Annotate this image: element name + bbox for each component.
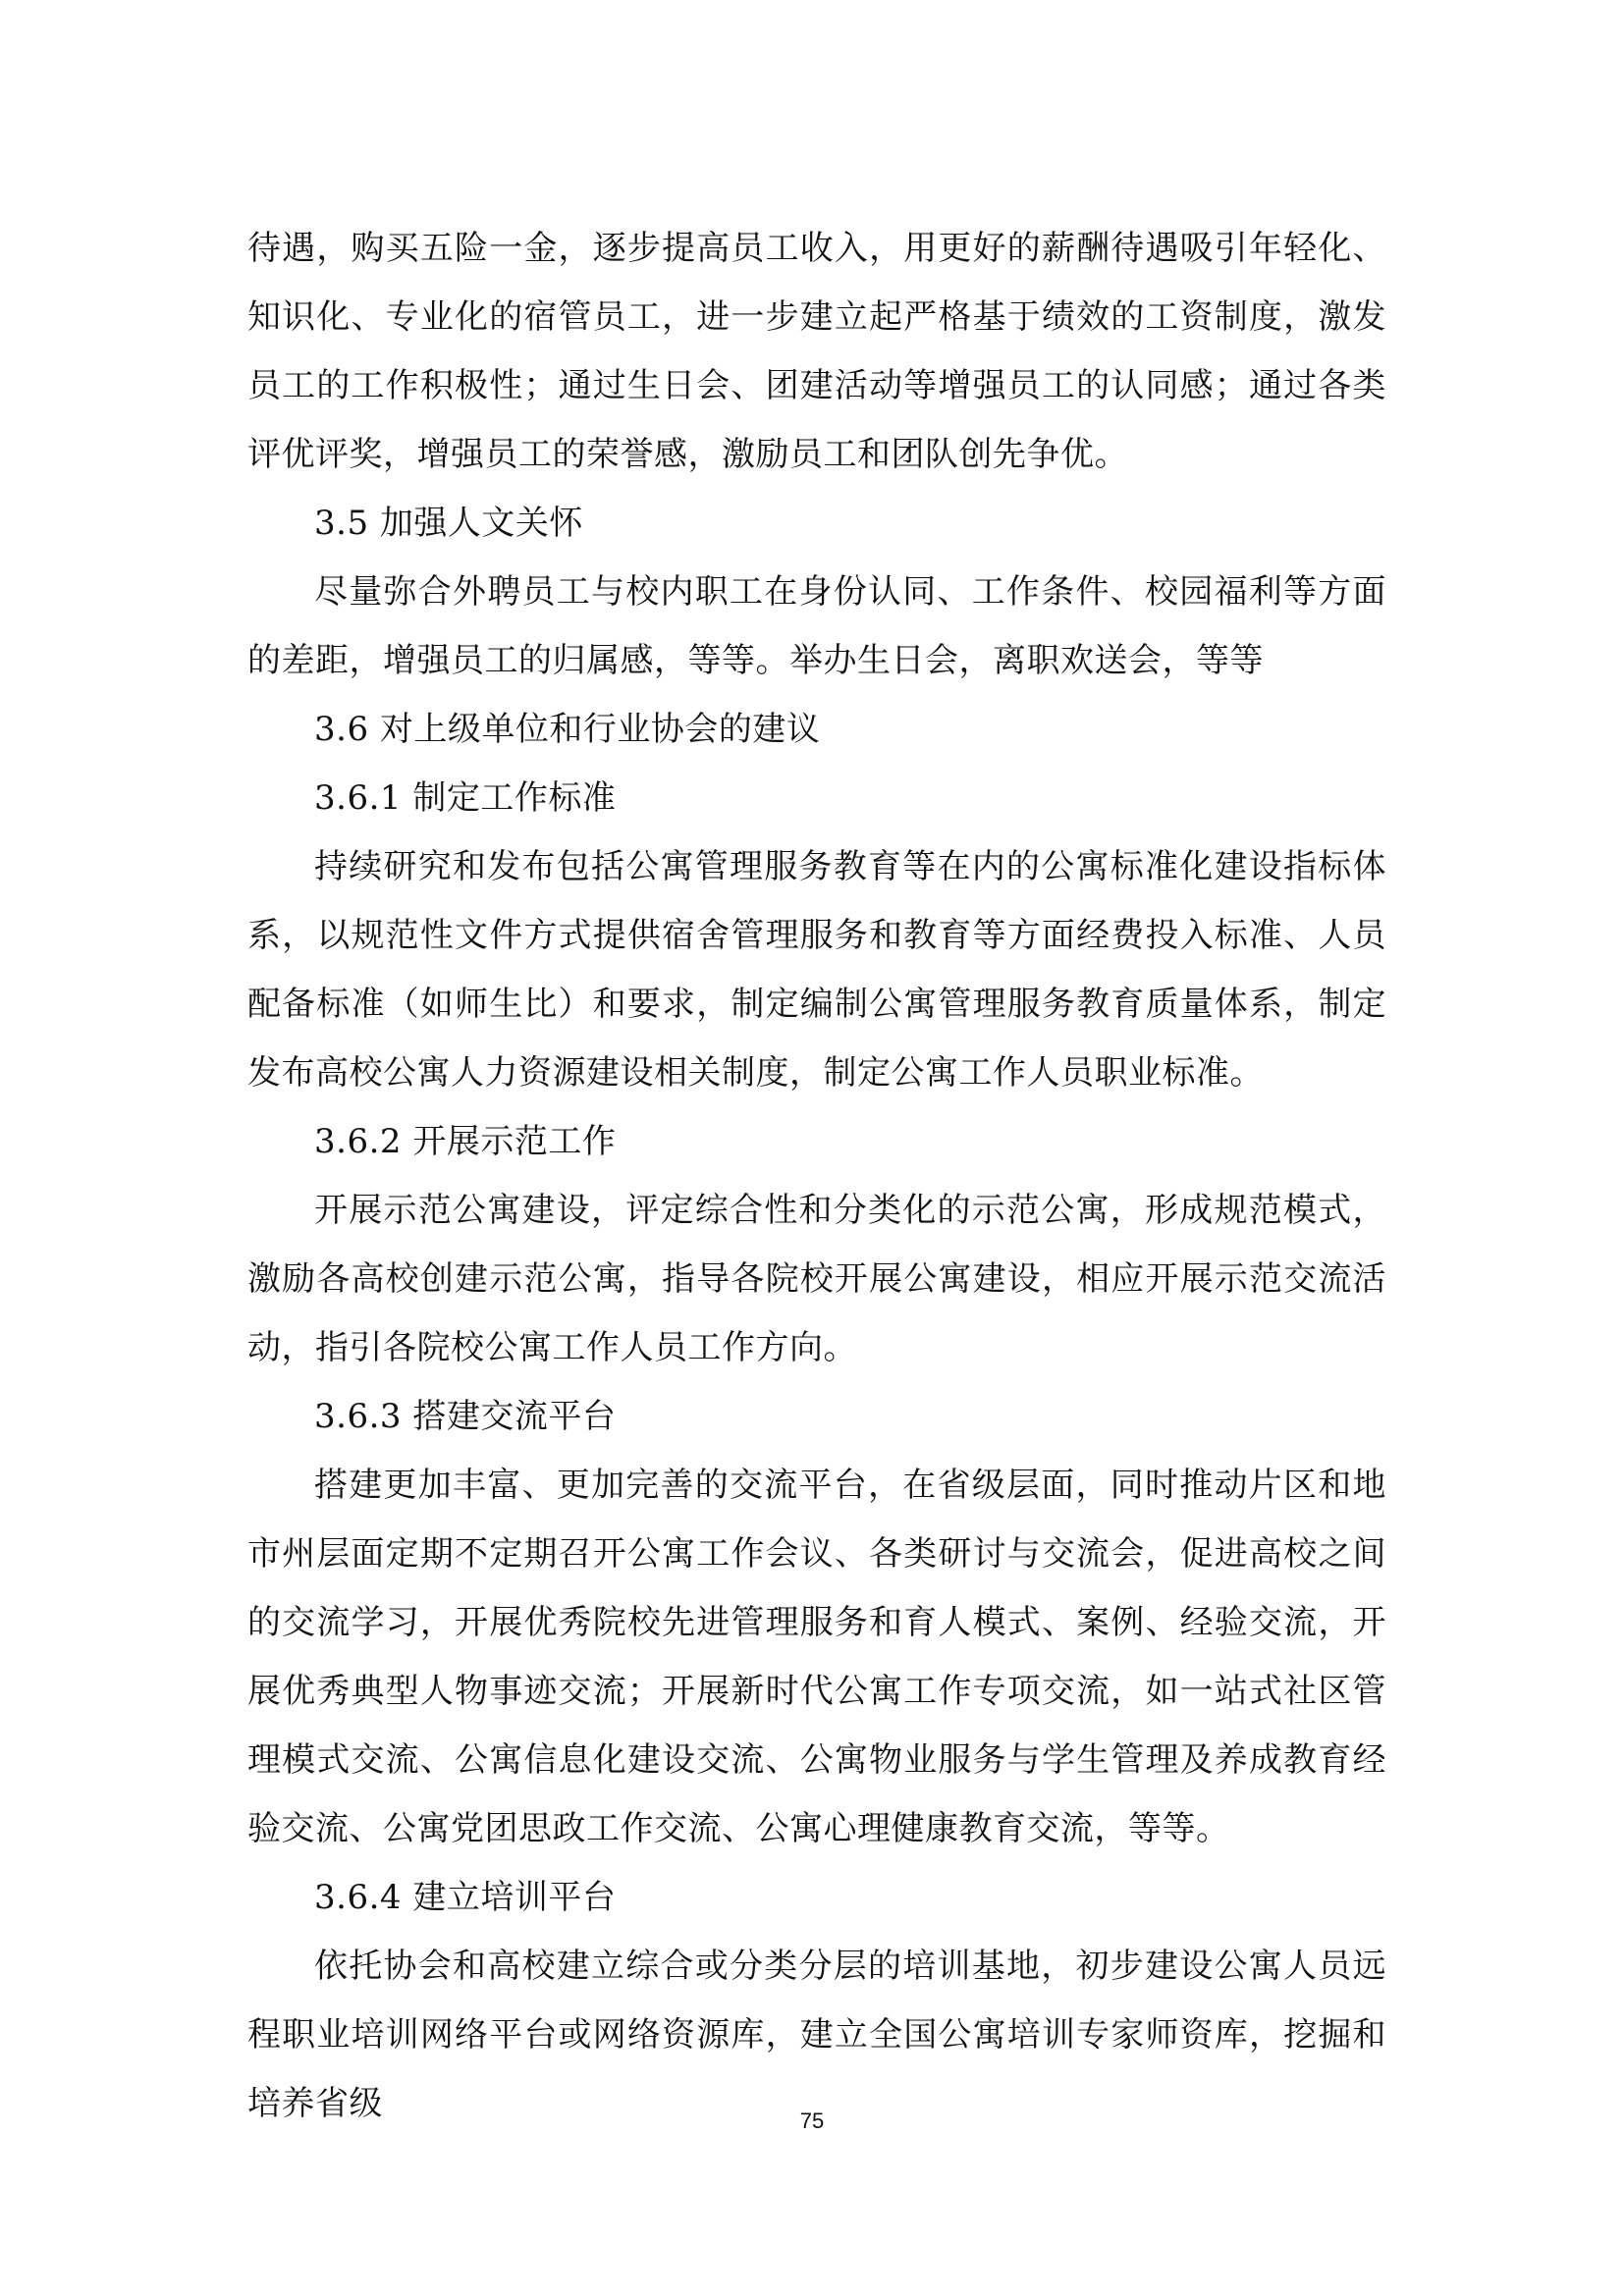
page-content <box>247 214 1386 2138</box>
page-number: 75 <box>799 2109 825 2133</box>
section-heading-3-6: 3.6 对上级单位和行业协会的建议 <box>314 710 821 749</box>
paragraph: 持续研究和发布包括公寓管理服务教育等在内的公寓标准化建设指标体系，以规范性文件方式提供宿舍管理服务和教育等方面经费投入标准、人员配备标准（如师生比）和要求，制定编制公寓管理服务教育质量体系，制定发布高校公寓人力资源建设相关制度，制定公寓工作人员职业标准。 <box>247 847 1386 1093</box>
paragraph-continued: 待遇，购买五险一金，逐步提高员工收入，用更好的薪酬待遇吸引年轻化、知识化、专业化的宿管员工，进一步建立起严格基于绩效的工资制度，激发员工的工作积极性；通过生日会、团建活动等增强员工的认同感；通过各类评优评奖，增强员工的荣誉感，激励员工和团队创先争优。 <box>247 229 1386 474</box>
section-heading-3-6-1: 3.6.1 制定工作标准 <box>314 778 617 818</box>
paragraph: 搭建更加丰富、更加完善的交流平台，在省级层面，同时推动片区和地市州层面定期不定期召开公寓工作会议、各类研讨与交流会，促进高校之间的交流学习，开展优秀院校先进管理服务和育人模式、案例、经验交流，开展优秀典型人物事迹交流；开展新时代公寓工作专项交流，如一站式社区管理模式交流、公寓信息化建设交流、公寓物业服务与学生管理及养成教育经验交流、公寓党团思政工作交流、公寓心理健康教育交流，等等。 <box>247 1466 1386 1848</box>
paragraph: 依托协会和高校建立综合或分类分层的培训基地，初步建设公寓人员远程职业培训网络平台或网络资源库，建立全国公寓培训专家师资库，挖掘和培养省级 <box>247 1947 1386 2123</box>
section-heading-3-6-2: 3.6.2 开展示范工作 <box>314 1122 617 1161</box>
section-heading-3-6-4: 3.6.4 建立培训平台 <box>314 1878 617 1917</box>
section-heading-3-5: 3.5 加强人文关怀 <box>314 504 583 543</box>
section-heading-3-6-3: 3.6.3 搭建交流平台 <box>314 1397 617 1436</box>
paragraph: 开展示范公寓建设，评定综合性和分类化的示范公寓，形成规范模式，激励各高校创建示范公寓，指导各院校开展公寓建设，相应开展示范交流活动，指引各院校公寓工作人员工作方向。 <box>247 1191 1386 1367</box>
paragraph: 尽量弥合外聘员工与校内职工在身份认同、工作条件、校园福利等方面的差距，增强员工的归属感，等等。举办生日会，离职欢送会，等等 <box>247 572 1386 680</box>
